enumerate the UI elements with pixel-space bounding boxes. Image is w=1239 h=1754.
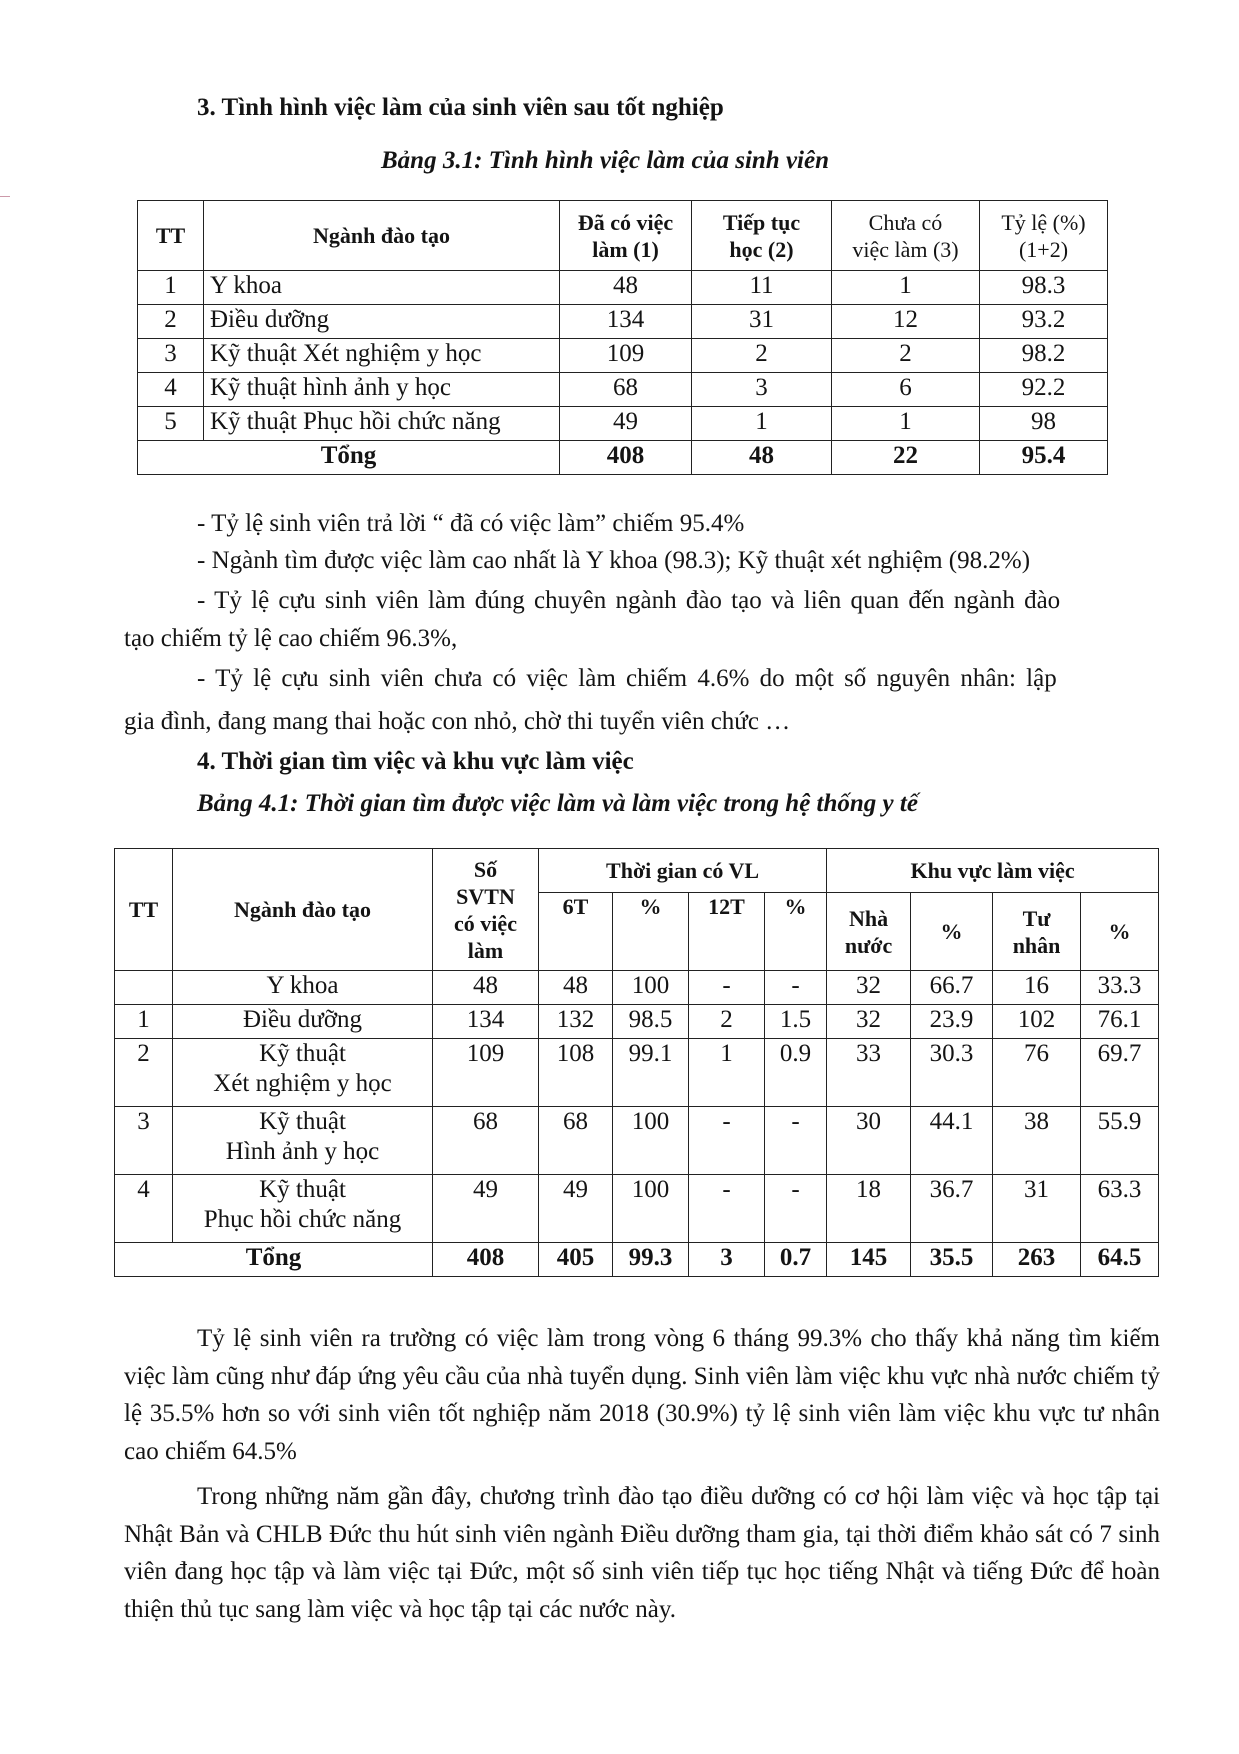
header-cell: % [613, 893, 689, 971]
table-cell: 1 [115, 1005, 173, 1039]
table-4-1-caption: Bảng 4.1: Thời gian tìm được việc làm và làm việc trong hệ thống y tế [197, 790, 918, 817]
table-cell: 11 [692, 271, 832, 305]
table-cell: Tổng [138, 441, 560, 475]
table-cell: - [765, 1175, 827, 1243]
table-cell: 1 [692, 407, 832, 441]
table-cell: 33 [827, 1039, 911, 1107]
table-cell: 3 [138, 339, 204, 373]
table-row [115, 1039, 1159, 1107]
table-row [138, 271, 1108, 305]
table-cell: - [689, 1107, 765, 1175]
table-cell: 16 [993, 971, 1081, 1005]
table-row [115, 1005, 1159, 1039]
table-cell: 98.3 [980, 271, 1108, 305]
table-cell: 93.2 [980, 305, 1108, 339]
table-cell: 68 [560, 373, 692, 407]
table-cell: 134 [433, 1005, 539, 1039]
header-cell: Khu vực làm việc [827, 849, 1159, 893]
section-4-heading: 4. Thời gian tìm việc và khu vực làm việc [197, 748, 634, 775]
table-cell: 69.7 [1081, 1039, 1159, 1107]
table-total-row [115, 1243, 1159, 1277]
table-cell: 2 [138, 305, 204, 339]
table-cell: 99.1 [613, 1039, 689, 1107]
table-cell: 48 [560, 271, 692, 305]
table-cell: 102 [993, 1005, 1081, 1039]
table-cell: 99.3 [613, 1243, 689, 1277]
table-cell: 76 [993, 1039, 1081, 1107]
table-cell: 1 [832, 271, 980, 305]
table-cell: 1 [138, 271, 204, 305]
table-cell: 66.7 [911, 971, 993, 1005]
header-cell: 12T [689, 893, 765, 971]
header-cell: TT [138, 201, 204, 271]
table-cell: Tổng [115, 1243, 433, 1277]
table-cell: 405 [539, 1243, 613, 1277]
header-cell: Ngành đào tạo [173, 849, 433, 971]
table-cell: 32 [827, 971, 911, 1005]
paragraph: Tỷ lệ sinh viên ra trường có việc làm trong vòng 6 tháng 99.3% cho thấy khả năng tìm kiếm việc làm cũng như đáp ứng yêu cầu của nhà tuyển dụng. Sinh viên làm việc khu vực nhà nước chiếm tỷ lệ 35.5% hơn so với sinh viên tốt nghiệp năm 2018 (30.9%) tỷ lệ sinh viên làm việc khu vực tư nhân cao chiếm 64.5% [124, 1325, 1160, 1465]
table-cell: 5 [138, 407, 204, 441]
table-cell: Y khoa [173, 971, 433, 1005]
table-cell: 33.3 [1081, 971, 1159, 1005]
table-row [138, 407, 1108, 441]
header-cell: Chưa có việc làm (3) [832, 201, 980, 271]
table-cell: 48 [433, 971, 539, 1005]
table-cell: 2 [115, 1039, 173, 1107]
table-cell: 100 [613, 971, 689, 1005]
header-cell: TT [115, 849, 173, 971]
table-cell: 55.9 [1081, 1107, 1159, 1175]
table-cell: 3 [689, 1243, 765, 1277]
bullet-line: - Tỷ lệ cựu sinh viên chưa có việc làm chiếm 4.6% do một số nguyên nhân: lập [197, 665, 1057, 692]
table-header-row [115, 849, 1159, 893]
table-cell: 31 [692, 305, 832, 339]
table-cell: 2 [692, 339, 832, 373]
table-cell: 38 [993, 1107, 1081, 1175]
table-cell: 3 [692, 373, 832, 407]
table-cell: 68 [539, 1107, 613, 1175]
table-cell: 134 [560, 305, 692, 339]
table-cell: 32 [827, 1005, 911, 1039]
table-cell: 48 [692, 441, 832, 475]
table-cell: 132 [539, 1005, 613, 1039]
bullet-line: - Tỷ lệ cựu sinh viên làm đúng chuyên ngành đào tạo và liên quan đến ngành đào [197, 587, 1061, 614]
table-cell: Y khoa [204, 271, 560, 305]
table-cell: 76.1 [1081, 1005, 1159, 1039]
table-cell: Kỹ thuật Phục hồi chức năng [173, 1175, 433, 1243]
header-cell: Đã có việc làm (1) [560, 201, 692, 271]
table-cell: 0.7 [765, 1243, 827, 1277]
header-cell: Thời gian có VL [539, 849, 827, 893]
table-cell: 36.7 [911, 1175, 993, 1243]
table-row [138, 339, 1108, 373]
table-cell: 408 [560, 441, 692, 475]
header-cell: Tiếp tục học (2) [692, 201, 832, 271]
table-cell: 92.2 [980, 373, 1108, 407]
table-cell: - [765, 971, 827, 1005]
header-cell: Tư nhân [993, 893, 1081, 971]
header-cell: 6T [539, 893, 613, 971]
header-cell: % [765, 893, 827, 971]
job-search-table [114, 848, 1159, 1277]
table-cell: - [689, 971, 765, 1005]
table-cell: 18 [827, 1175, 911, 1243]
header-cell: % [1081, 893, 1159, 971]
table-cell: Điều dưỡng [173, 1005, 433, 1039]
bullet-line: - Tỷ lệ sinh viên trả lời “ đã có việc làm” chiếm 95.4% [197, 510, 745, 537]
table-cell: 98.5 [613, 1005, 689, 1039]
table-cell: 49 [560, 407, 692, 441]
table-cell: 2 [832, 339, 980, 373]
table-total-row [138, 441, 1108, 475]
header-cell: Ngành đào tạo [204, 201, 560, 271]
table-cell: 48 [539, 971, 613, 1005]
table-cell: 98.2 [980, 339, 1108, 373]
table-cell: 6 [832, 373, 980, 407]
table-cell: 1.5 [765, 1005, 827, 1039]
table-cell: 4 [115, 1175, 173, 1243]
table-cell: - [689, 1175, 765, 1243]
table-header-row [138, 201, 1108, 271]
table-cell: 109 [560, 339, 692, 373]
table-cell: Kỹ thuật Xét nghiệm y học [173, 1039, 433, 1107]
table-cell: 95.4 [980, 441, 1108, 475]
table-cell: 100 [613, 1107, 689, 1175]
table-cell: 30.3 [911, 1039, 993, 1107]
table-cell: 3 [115, 1107, 173, 1175]
table-cell: 31 [993, 1175, 1081, 1243]
bullet-line: - Ngành tìm được việc làm cao nhất là Y khoa (98.3); Kỹ thuật xét nghiệm (98.2%) [197, 547, 1031, 574]
table-cell: 30 [827, 1107, 911, 1175]
table-cell: 100 [613, 1175, 689, 1243]
header-cell: Số SVTN có việc làm [433, 849, 539, 971]
table-3-1-caption: Bảng 3.1: Tình hình việc làm của sinh viên [381, 147, 829, 174]
table-cell: 64.5 [1081, 1243, 1159, 1277]
table-cell: 408 [433, 1243, 539, 1277]
section-3-heading: 3. Tình hình việc làm của sinh viên sau tốt nghiệp [197, 94, 724, 121]
table-row [115, 1107, 1159, 1175]
table-cell: 63.3 [1081, 1175, 1159, 1243]
table-row [138, 373, 1108, 407]
table-cell: 49 [539, 1175, 613, 1243]
table-cell: 68 [433, 1107, 539, 1175]
header-cell: % [911, 893, 993, 971]
table-cell: 2 [689, 1005, 765, 1039]
employment-table [137, 200, 1108, 475]
table-row [115, 971, 1159, 1005]
bullet-line: gia đình, đang mang thai hoặc con nhỏ, chờ thi tuyển viên chức … [124, 708, 791, 735]
table-cell: 145 [827, 1243, 911, 1277]
table-cell: Kỹ thuật hình ảnh y học [204, 373, 560, 407]
header-cell: Nhà nước [827, 893, 911, 971]
table-cell: 1 [689, 1039, 765, 1107]
table-cell [115, 971, 173, 1005]
table-cell: 263 [993, 1243, 1081, 1277]
table-cell: 108 [539, 1039, 613, 1107]
table-cell: 98 [980, 407, 1108, 441]
table-cell: 23.9 [911, 1005, 993, 1039]
table-cell: 44.1 [911, 1107, 993, 1175]
table-cell: 49 [433, 1175, 539, 1243]
table-cell: 35.5 [911, 1243, 993, 1277]
table-row [115, 1175, 1159, 1243]
table-cell: Điều dưỡng [204, 305, 560, 339]
table-cell: Kỹ thuật Xét nghiệm y học [204, 339, 560, 373]
table-cell: 109 [433, 1039, 539, 1107]
table-cell: 0.9 [765, 1039, 827, 1107]
table-cell: Kỹ thuật Hình ảnh y học [173, 1107, 433, 1175]
table-row [138, 305, 1108, 339]
table-cell: - [765, 1107, 827, 1175]
margin-mark [0, 196, 10, 197]
paragraph: Trong những năm gần đây, chương trình đào tạo điều dưỡng có cơ hội làm việc và học tập tại Nhật Bản và CHLB Đức thu hút sinh viên ngành Điều dưỡng tham gia, tại thời điểm khảo sát có 7 sinh viên đang học tập và làm việc tại Đức, một số sinh viên tiếp tục học tiếng Nhật và tiếng Đức để hoàn thiện thủ tục sang làm việc và học tập tại các nước này. [124, 1483, 1160, 1623]
table-cell: 12 [832, 305, 980, 339]
table-cell: 22 [832, 441, 980, 475]
table-cell: 1 [832, 407, 980, 441]
bullet-line: tạo chiếm tỷ lệ cao chiếm 96.3%, [124, 625, 458, 652]
header-cell: Tỷ lệ (%) (1+2) [980, 201, 1108, 271]
table-cell: 4 [138, 373, 204, 407]
table-cell: Kỹ thuật Phục hồi chức năng [204, 407, 560, 441]
